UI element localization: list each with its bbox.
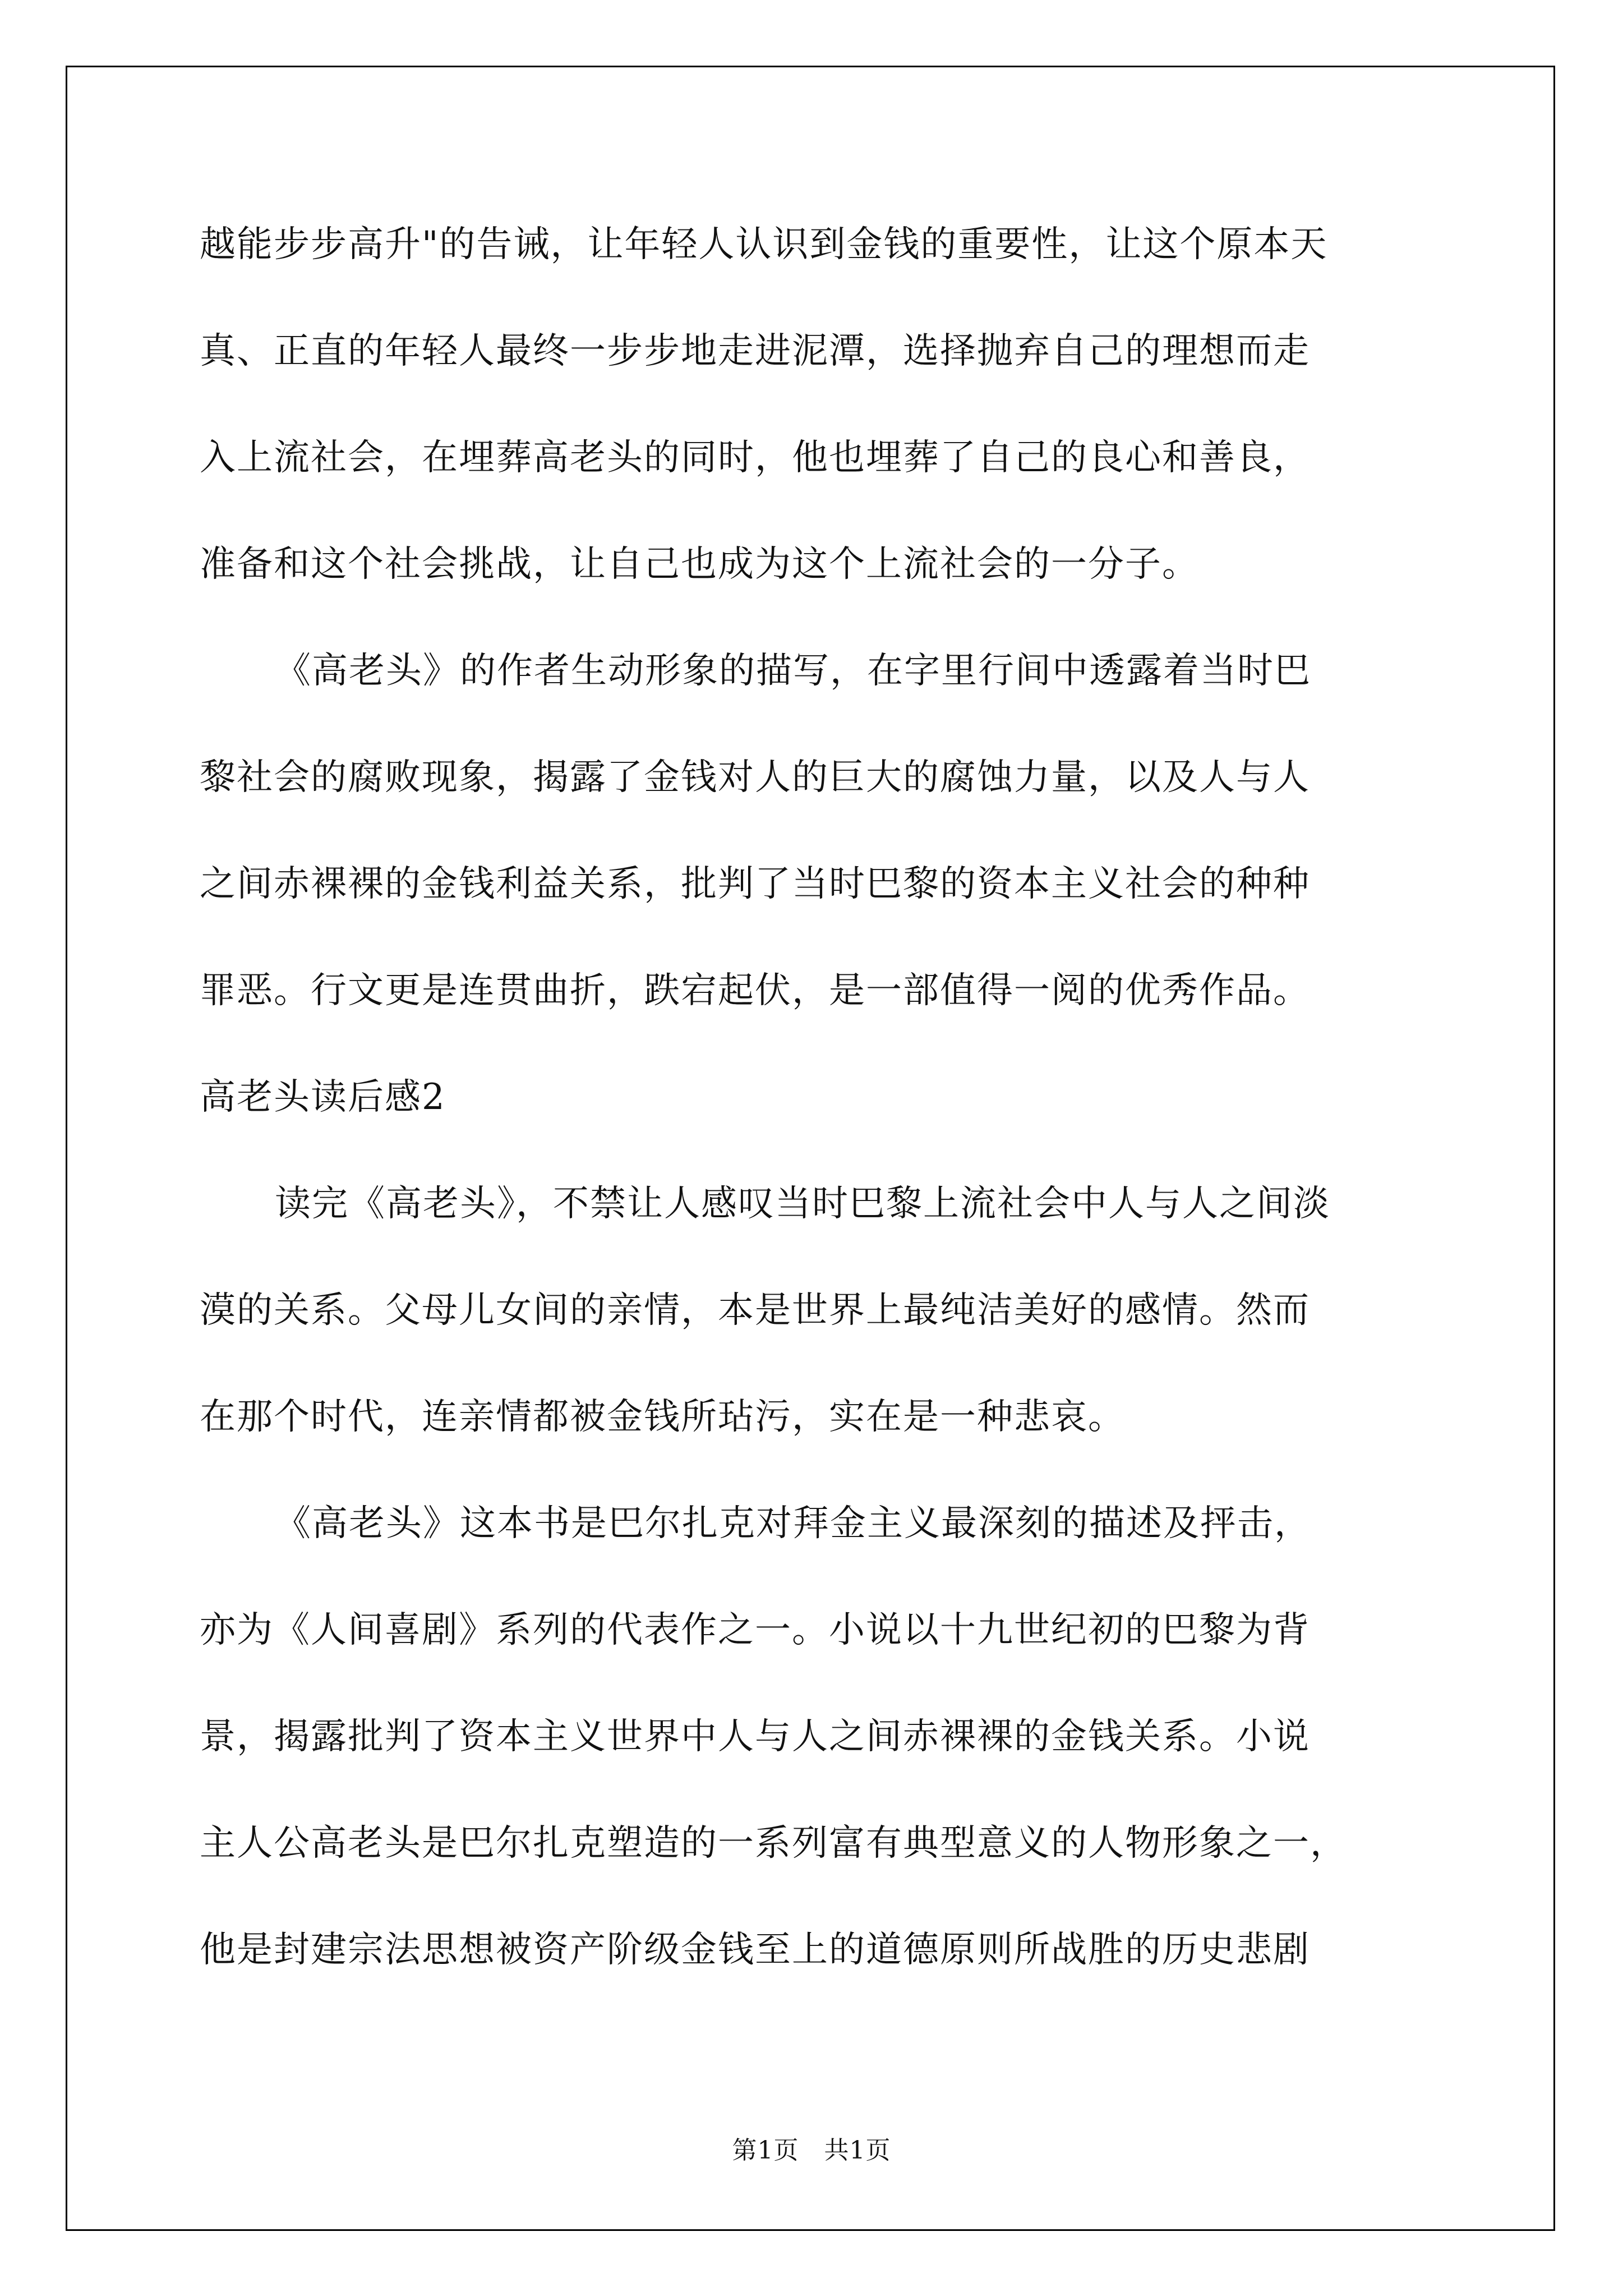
body-text-line: 在那个时代，连亲情都被金钱所玷污，实在是一种悲哀。 <box>200 1396 1125 1438</box>
body-text-line: 主人公高老头是巴尔扎克塑造的一系列富有典型意义的人物形象之一， <box>200 1823 1347 1864</box>
section-heading: 高老头读后感2 <box>200 1076 446 1118</box>
body-text-line: 越能步步高升"的告诫，让年轻人认识到金钱的重要性，让这个原本天 <box>200 224 1328 265</box>
body-text-line: 亦为《人间喜剧》系列的代表作之一。小说以十九世纪初的巴黎为背 <box>200 1609 1310 1651</box>
body-text-line: 他是封建宗法思想被资产阶级金钱至上的道德原则所战胜的历史悲剧 <box>200 1929 1310 1971</box>
page-footer: 第1页 共1页 <box>732 2136 891 2165</box>
paragraph-start-line: 《高老头》这本书是巴尔扎克对拜金主义最深刻的描述及抨击， <box>275 1503 1311 1544</box>
body-text-line: 罪恶。行文更是连贯曲折，跌宕起伏，是一部值得一阅的优秀作品。 <box>200 970 1310 1011</box>
body-text-line: 之间赤裸裸的金钱利益关系，批判了当时巴黎的资本主义社会的种种 <box>200 863 1310 905</box>
body-text-line: 漠的关系。父母儿女间的亲情，本是世界上最纯洁美好的感情。然而 <box>200 1290 1310 1331</box>
body-text-line: 黎社会的腐败现象，揭露了金钱对人的巨大的腐蚀力量，以及人与人 <box>200 757 1310 798</box>
paragraph-start-line: 读完《高老头》，不禁让人感叹当时巴黎上流社会中人与人之间淡 <box>275 1183 1330 1225</box>
body-text-line: 入上流社会，在埋葬高老头的同时，他也埋葬了自己的良心和善良， <box>200 437 1310 478</box>
body-text-line: 景，揭露批判了资本主义世界中人与人之间赤裸裸的金钱关系。小说 <box>200 1716 1310 1757</box>
page-border <box>66 66 1555 2231</box>
paragraph-start-line: 《高老头》的作者生动形象的描写，在字里行间中透露着当时巴 <box>275 650 1311 692</box>
body-text-line: 准备和这个社会挑战，让自己也成为这个上流社会的一分子。 <box>200 544 1199 585</box>
body-text-line: 真、正直的年轻人最终一步步地走进泥潭，选择抛弃自己的理想而走 <box>200 330 1310 372</box>
